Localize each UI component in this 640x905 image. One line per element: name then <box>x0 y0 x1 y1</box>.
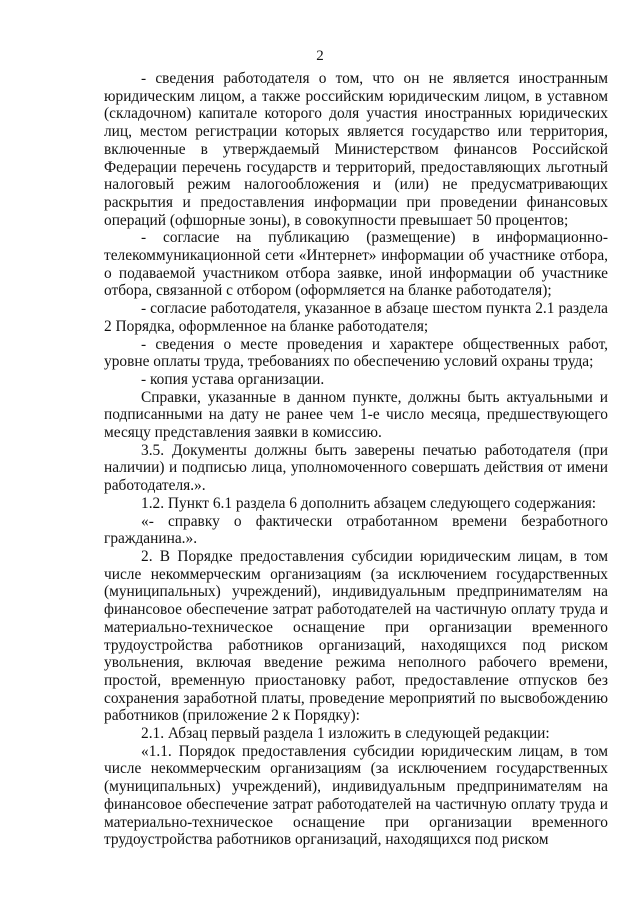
document-body <box>104 70 608 849</box>
paragraph: - согласие работодателя, указанное в абзаце шестом пункта 2.1 раздела 2 Порядка, оформленное на бланке работодателя; <box>104 300 608 335</box>
paragraph: 3.5. Документы должны быть заверены печатью работодателя (при наличии) и подписью лица, уполномоченного совершать действия от имени работодателя.». <box>104 441 608 495</box>
paragraph: - копия устава организации. <box>141 370 325 388</box>
paragraph: Справки, указанные в данном пункте, должны быть актуальными и подписанными на дату не ранее чем 1-е число месяца, предшествующего месяцу представления заявки в комиссию. <box>104 388 608 442</box>
paragraph: «- справку о фактически отработанном времени безработного гражданина.». <box>104 512 608 548</box>
paragraph: 2. В Порядке предоставления субсидии юридическим лицам, в том числе некоммерческим организациям (за исключением государственных (муниципальных) учреждений), индивидуальным предпринимателям на финансовое обеспечение затрат работодателей на частичную оплату труда и материально-техническое оснащение при организации временного трудоустройства работников организаций, находящихся под риском увольнения, включая введение режима неполного рабочего времени, простой, временную приостановку работ, предоставление отпусков без сохранения заработной платы, проведение мероприятий по высвобождению работников (приложение 2 к Порядку): <box>104 547 608 725</box>
paragraph: «1.1. Порядок предоставления субсидии юридическим лицам, в том числе некоммерческим организациям (за исключением государственных (муниципальных) учреждений), индивидуальным предпринимателям на финансовое обеспечение затрат работодателей на частичную оплату труда и материально-техническое оснащение при организации временного трудоустройства работников организаций, находящихся под риском <box>104 742 608 849</box>
page-number: 2 <box>316 48 324 64</box>
paragraph: - сведения о месте проведения и характере общественных работ, уровне оплаты труда, требованиях по обеспечению условий охраны труда; <box>104 335 608 371</box>
paragraph: 1.2. Пункт 6.1 раздела 6 дополнить абзацем следующего содержания: <box>141 494 597 512</box>
paragraph: - согласие на публикацию (размещение) в информационно-телекоммуникационной сети «Интернет» информации об участнике отбора, о подаваемой участником отбора заявке, иной информации об участнике отбора, связанной с отбором (оформляется на бланке работодателя); <box>104 229 608 300</box>
paragraph: - сведения работодателя о том, что он не является иностранным юридическим лицом, а также российским юридическим лицом, в уставном (складочном) капитале которого доля участия иностранных юридических лиц, местом регистрации которых является государство или территория, включенные в утверждаемый Министерством финансов Российской Федерации перечень государств и территорий, предоставляющих льготный налоговый режим налогообложения и (или) не предусматривающих раскрытия и предоставления информации при проведении финансовых операций (офшорные зоны), в совокупности превышает 50 процентов; <box>104 70 608 229</box>
paragraph: 2.1. Абзац первый раздела 1 изложить в следующей редакции: <box>141 725 550 743</box>
